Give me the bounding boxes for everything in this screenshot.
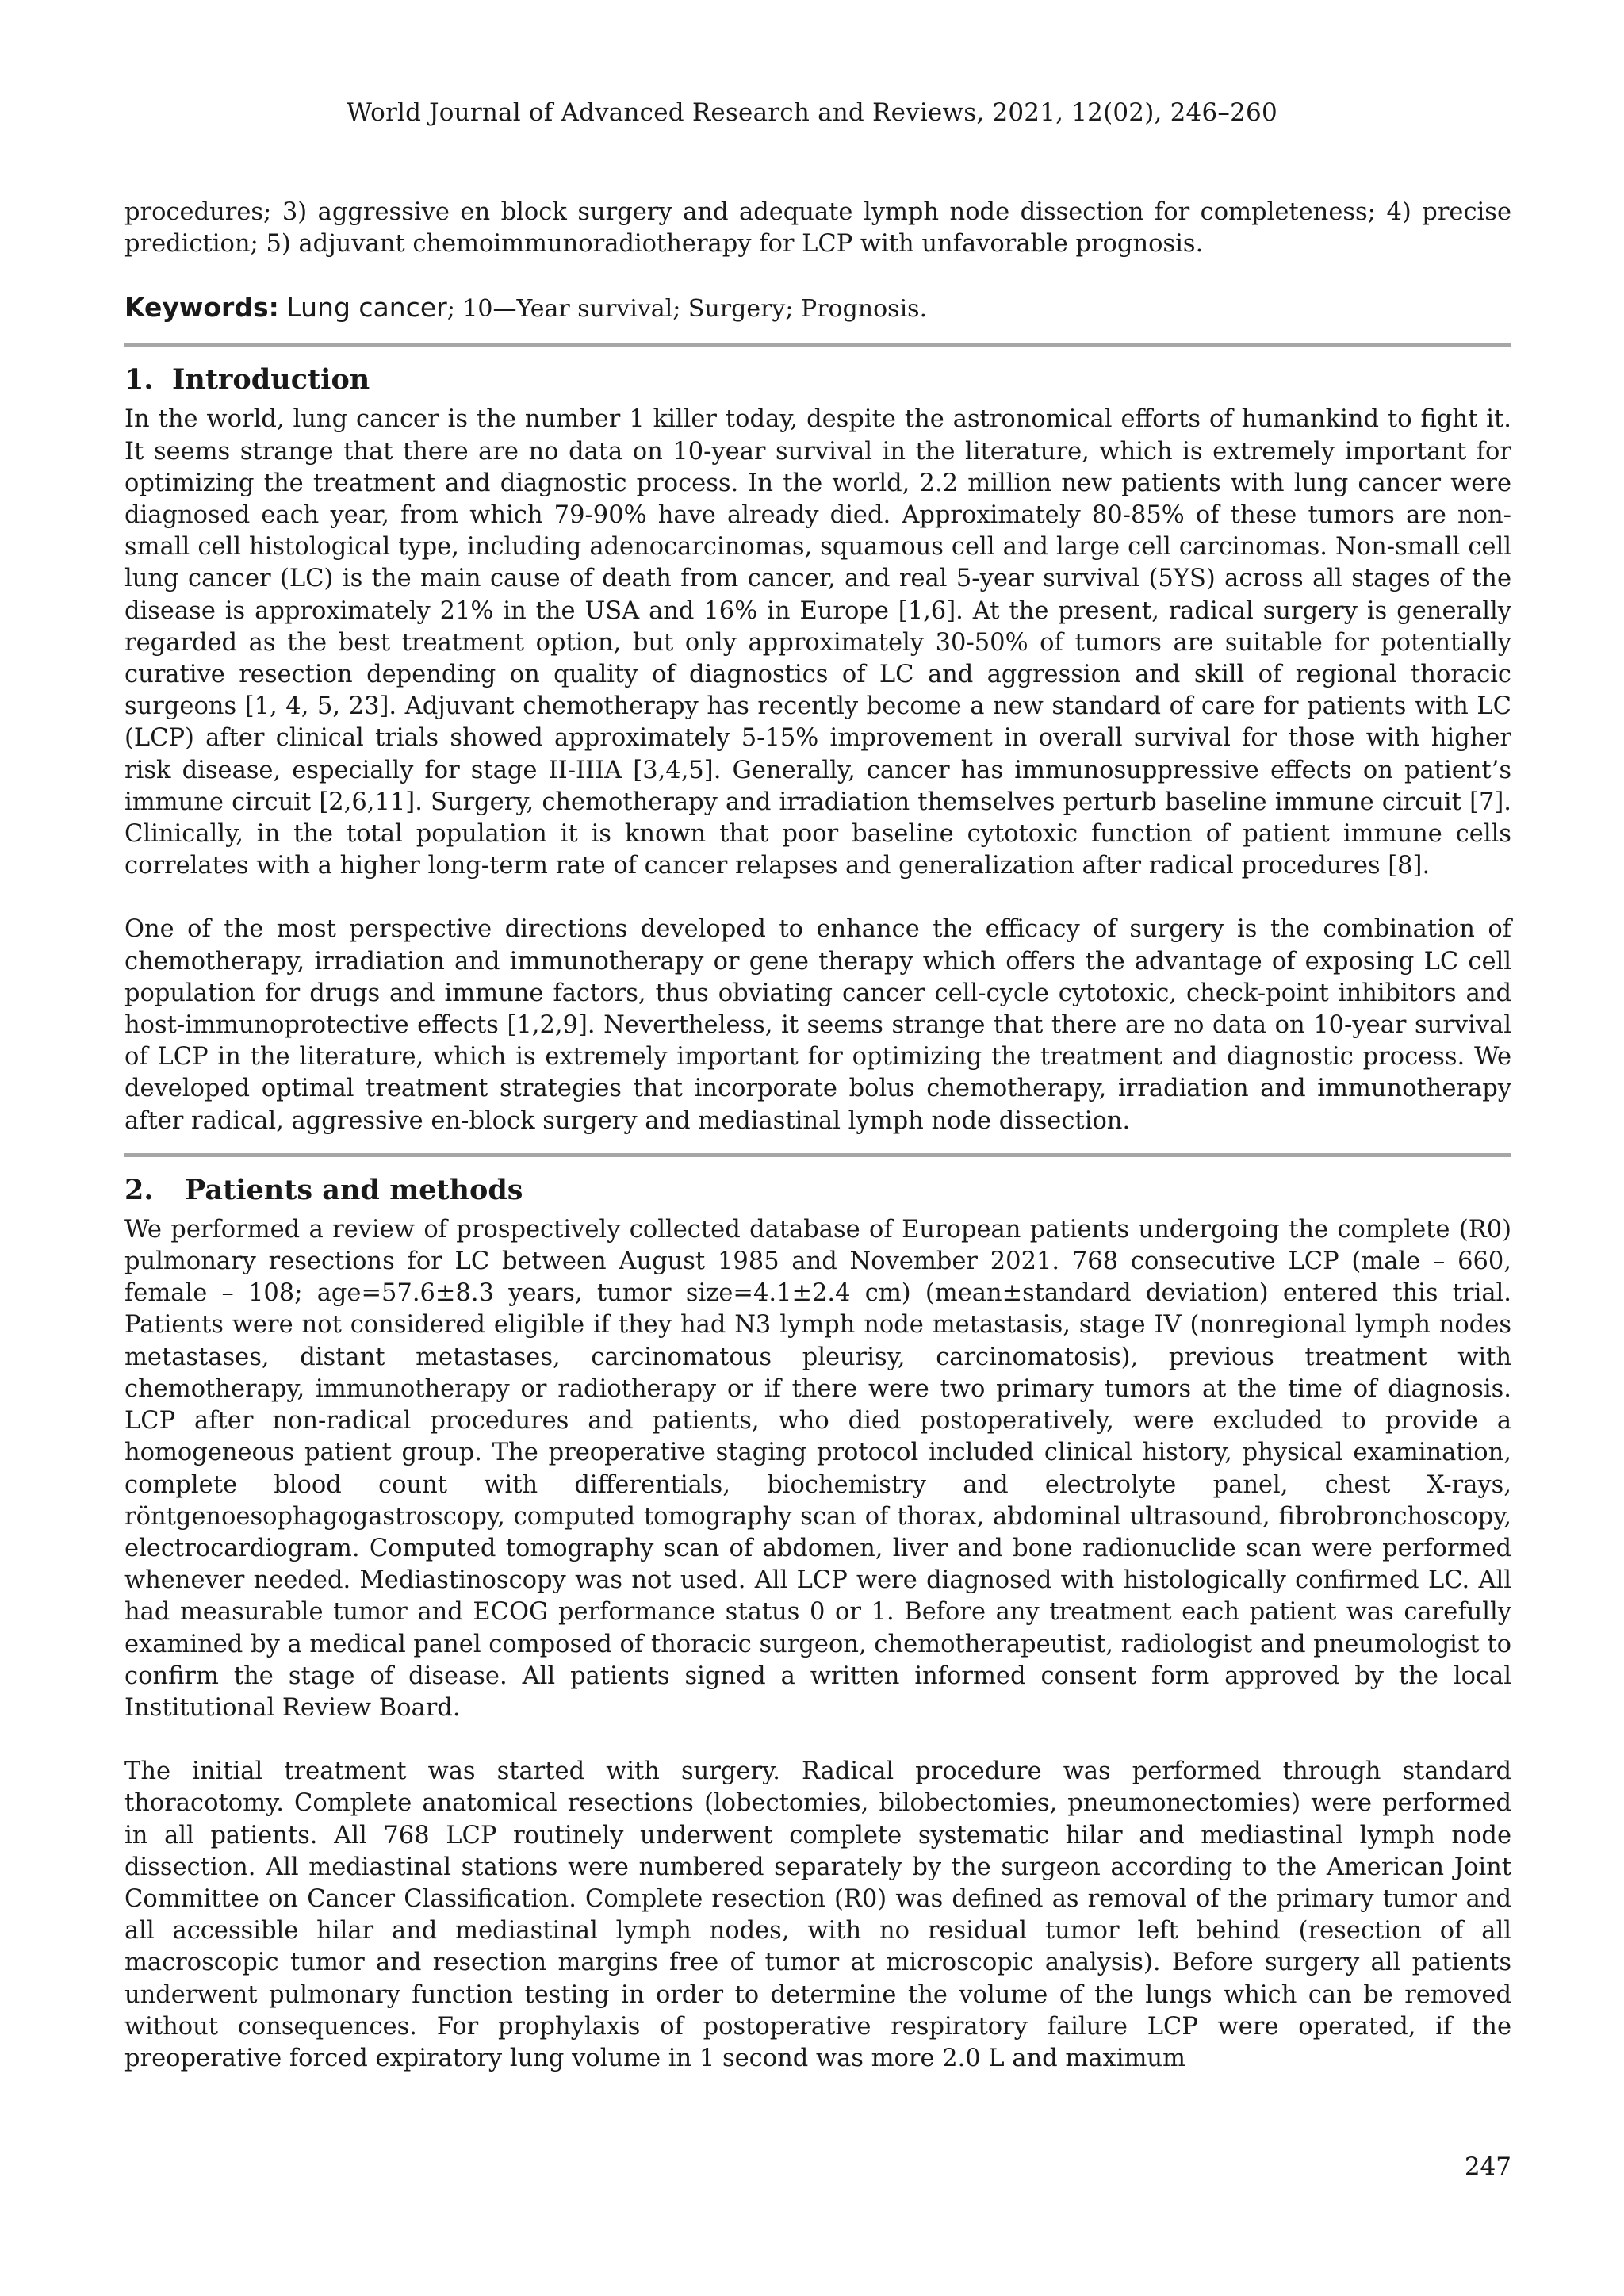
- paragraph: We performed a review of prospectively collected database of European patients undergoing the complete (R0) pulmonary resections for LC between August 1985 and November 2021. 768 consecutive LCP (male – 660, female – 108; age=57.6±8.3 years, tumor size=4.1±2.4 cm) (mean±standard deviation) entered this trial. Patients were not considered eligible if they had N3 lymph node metastasis, stage IV (nonregional lymph nodes metastases, distant metastases, carcinomatous pleurisy, carcinomatosis), previous treatment with chemotherapy, immunotherapy or radiotherapy or if there were two primary tumors at the time of diagnosis. LCP after non-radical procedures and patients, who died postoperatively, were excluded to provide a homogeneous patient group. The preoperative staging protocol included clinical history, physical examination, complete blood count with differentials, biochemistry and electrolyte panel, chest X-rays, röntgenoesophagogastroscopy, computed tomography scan of thorax, abdominal ultrasound, fibrobronchoscopy, electrocardiogram. Computed tomography scan of abdomen, liver and bone radionuclide scan were performed whenever needed. Mediastinoscopy was not used. All LCP were diagnosed with histologically confirmed LC. All had measurable tumor and ECOG performance status 0 or 1. Before any treatment each patient was carefully examined by a medical panel composed of thoracic surgeon, chemotherapeutist, radiologist and pneumologist to confirm the stage of disease. All patients signed a written informed consent form approved by the local Institutional Review Board.: [124, 1215, 1511, 1722]
- paragraph: One of the most perspective directions developed to enhance the efficacy of surgery is the combination of chemotherapy, irradiation and immunotherapy or gene therapy which offers the advantage of exposing LC cell population for drugs and immune factors, thus obviating cancer cell-cycle cytotoxic, check-point inhibitors and host-immunoprotective effects [1,2,9]. Nevertheless, it seems strange that there are no data on 10-year survival of LCP in the literature, which is extremely important for optimizing the treatment and diagnostic process. We developed optimal treatment strategies that incorporate bolus chemotherapy, irradiation and immunotherapy after radical, aggressive en-block surgery and mediastinal lymph node dissection.: [124, 915, 1511, 1135]
- keywords-label: Keywords:: [124, 292, 279, 324]
- section-heading-patients-and-methods: [124, 1173, 1511, 1208]
- keywords-rest: ; 10—Year survival; Surgery; Prognosis.: [446, 295, 928, 324]
- running-header: World Journal of Advanced Research and Reviews, 2021, 12(02), 246–260: [347, 98, 1277, 127]
- paragraph: The initial treatment was started with surgery. Radical procedure was performed through standard thoracotomy. Complete anatomical resections (lobectomies, bilobectomies, pneumonectomies) were performed in all patients. All 768 LCP routinely underwent complete systematic hilar and mediastinal lymph node dissection. All mediastinal stations were numbered separately by the surgeon according to the American Joint Committee on Cancer Classification. Complete resection (R0) was defined as removal of the primary tumor and all accessible hilar and mediastinal lymph nodes, with no residual tumor left behind (resection of all macroscopic tumor and resection margins free of tumor at microscopic analysis). Before surgery all patients underwent pulmonary function testing in order to determine the volume of the lungs which can be removed without consequences. For prophylaxis of postoperative respiratory failure LCP were operated, if the preoperative forced expiratory lung volume in 1 second was more 2.0 L and maximum: [124, 1757, 1511, 2072]
- page-number: 247: [1464, 2152, 1511, 2181]
- section-title: Patients and methods: [185, 1173, 523, 1206]
- section-divider: [124, 343, 1511, 347]
- section-title: Introduction: [172, 363, 370, 397]
- keywords-line: [124, 292, 1511, 325]
- section-number: 1.: [124, 363, 154, 397]
- paragraph: In the world, lung cancer is the number 1 killer today, despite the astronomical efforts of humankind to fight it. It seems strange that there are no data on 10-year survival in the literature, which is extremely important for optimizing the treatment and diagnostic process. In the world, 2.2 million new patients with lung cancer were diagnosed each year, from which 79-90% have already died. Approximately 80-85% of these tumors are non-small cell histological type, including adenocarcinomas, squamous cell and large cell carcinomas. Non-small cell lung cancer (LC) is the main cause of death from cancer, and real 5-year survival (5YS) across all stages of the disease is approximately 21% in the USA and 16% in Europe [1,6]. At the present, radical surgery is generally regarded as the best treatment option, but only approximately 30-50% of tumors are suitable for potentially curative resection depending on quality of diagnostics of LC and aggression and skill of regional thoracic surgeons [1, 4, 5, 23]. Adjuvant chemotherapy has recently become a new standard of care for patients with LC (LCP) after clinical trials showed approximately 5-15% improvement in overall survival for those with higher risk disease, especially for stage II-IIIA [3,4,5]. Generally, cancer has immunosuppressive effects on patient’s immune circuit [2,6,11]. Surgery, chemotherapy and irradiation themselves perturb baseline immune circuit [7]. Clinically, in the total population it is known that poor baseline cytotoxic function of patient immune cells correlates with a higher long-term rate of cancer relapses and generalization after radical procedures [8].: [124, 405, 1511, 880]
- section-number: 2.: [124, 1173, 154, 1206]
- article-body: [124, 197, 1511, 2075]
- keyword-first: Lung cancer: [286, 292, 447, 324]
- section-divider: [124, 1153, 1511, 1157]
- abstract-continuation: procedures; 3) aggressive en block surgery and adequate lymph node dissection for completeness; 4) precise prediction; 5) adjuvant chemoimmunoradiotherapy for LCP with unfavorable prognosis.: [124, 198, 1511, 259]
- section-heading-introduction: [124, 362, 1511, 397]
